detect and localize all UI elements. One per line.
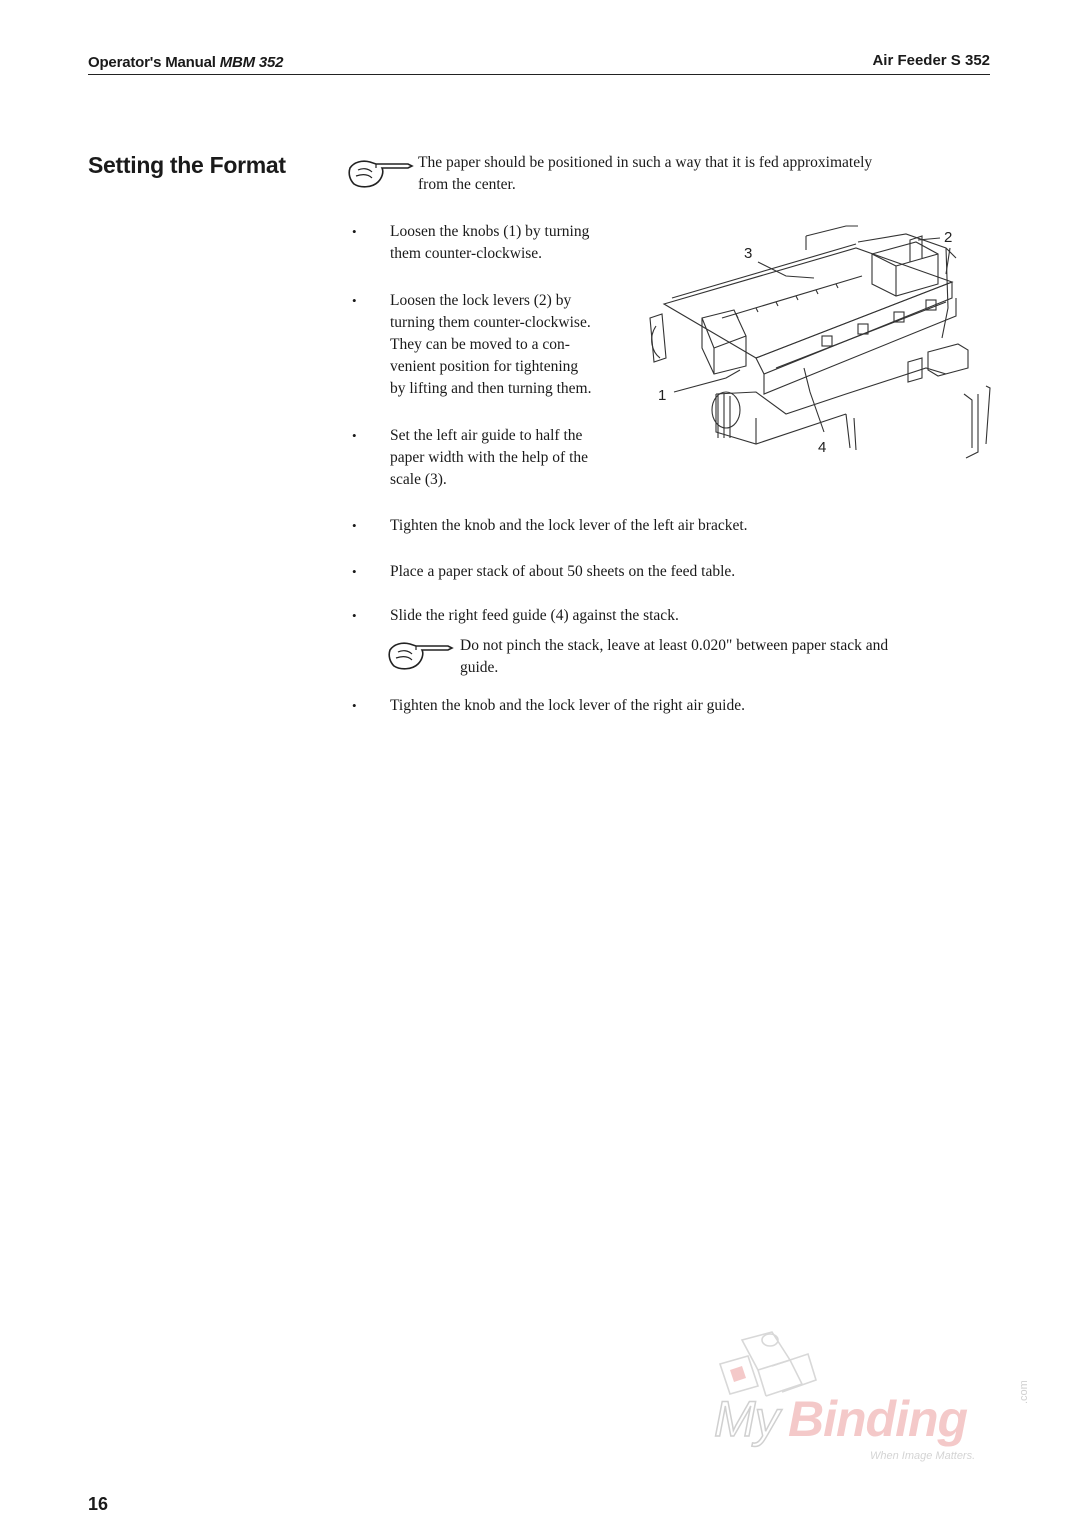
section-title: Setting the Format — [88, 152, 286, 178]
page-number: 16 — [88, 1494, 109, 1514]
air-feeder-illustration — [646, 218, 992, 462]
step-line: scale (3). — [390, 471, 447, 488]
step-line: turning them counter-clockwise. — [390, 314, 591, 331]
logo-wordmark-binding: Binding — [788, 1391, 968, 1447]
step-line: Loosen the knobs (1) by turning — [390, 223, 590, 240]
step-tighten-right — [352, 695, 745, 717]
bullet-icon: • — [352, 293, 357, 308]
logo-wordmark-my: My — [714, 1391, 779, 1447]
callout-2: 2 — [944, 229, 953, 246]
step-line: them counter-clockwise. — [390, 245, 543, 262]
bullet-icon: • — [352, 698, 357, 713]
model-number: MBM 352 — [219, 54, 284, 71]
note-line: from the center. — [418, 176, 516, 193]
step-line: Set the left air guide to half the — [390, 427, 583, 444]
step-line: Place a paper stack of about 50 sheets on the feed table. — [390, 563, 736, 580]
note-line: The paper should be positioned in such a way that it is fed approximately — [418, 154, 873, 171]
note-line: guide. — [460, 659, 499, 676]
pointing-hand-icon — [386, 638, 456, 672]
callout-1: 1 — [658, 387, 667, 404]
step-line: Slide the right feed guide (4) against the stack. — [390, 607, 679, 624]
logo-wordmark-com: .com — [1018, 1380, 1030, 1404]
manual-title: Operator's Manual — [88, 54, 216, 71]
step-place-stack — [352, 561, 736, 583]
step-loosen-knobs — [352, 221, 590, 265]
step-line: Tighten the knob and the lock lever of the right air guide. — [390, 697, 745, 714]
callout-3: 3 — [744, 245, 753, 262]
callout-4: 4 — [818, 439, 827, 456]
bullet-icon: • — [352, 428, 357, 443]
bullet-icon: • — [352, 224, 357, 239]
step-loosen-levers — [352, 290, 592, 400]
step-set-left-guide — [352, 425, 589, 491]
step-tighten-left — [352, 515, 748, 537]
bullet-icon: • — [352, 608, 357, 623]
note-line: Do not pinch the stack, leave at least 0.020" between paper stack and — [460, 637, 889, 654]
note-center-feed — [418, 152, 872, 196]
step-slide-right-guide — [352, 605, 679, 627]
step-line: paper width with the help of the — [390, 449, 589, 466]
step-line: Loosen the lock levers (2) by — [390, 292, 572, 309]
step-line: venient position for tightening — [390, 358, 579, 375]
bullet-icon: • — [352, 564, 357, 579]
bullet-icon: • — [352, 518, 357, 533]
step-line: They can be moved to a con- — [390, 336, 570, 353]
step-line: by lifting and then turning them. — [390, 380, 592, 397]
step-line: Tighten the knob and the lock lever of the left air bracket. — [390, 517, 748, 534]
running-header-left — [88, 54, 283, 71]
note-do-not-pinch — [460, 635, 888, 679]
header-rule — [88, 74, 990, 75]
pointing-hand-icon — [346, 156, 416, 190]
running-header-right: Air Feeder S 352 — [872, 52, 990, 69]
mybinding-watermark-logo — [706, 1330, 1046, 1475]
logo-tagline: When Image Matters. — [870, 1450, 976, 1462]
